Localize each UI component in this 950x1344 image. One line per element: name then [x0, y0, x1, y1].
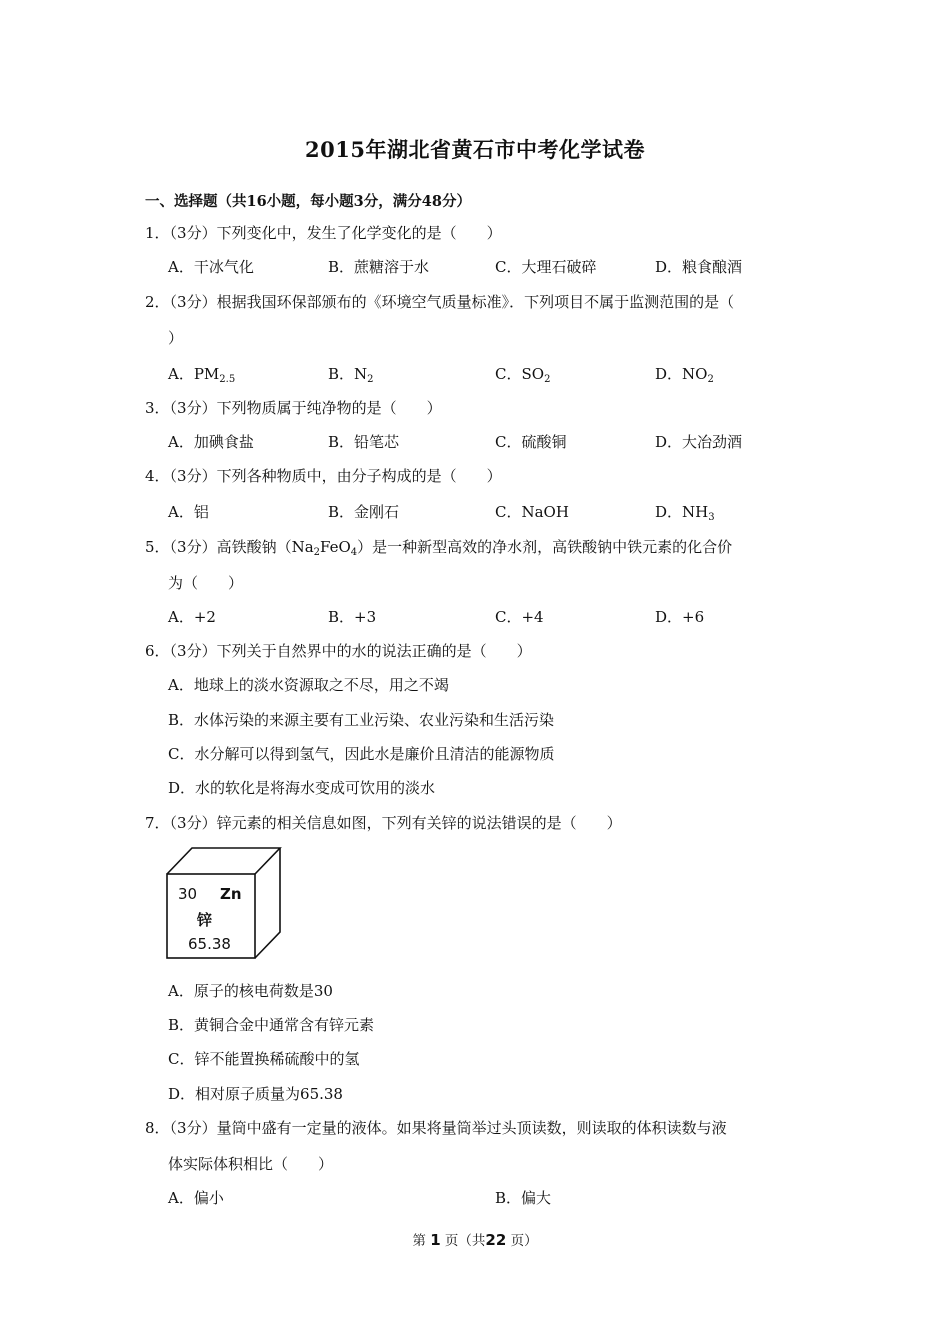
atomic-number: 30: [178, 885, 198, 903]
q6-option-c: C．水分解可以得到氢气，因此水是廉价且清洁的能源物质: [168, 745, 555, 763]
q5-option-a: A．+2: [168, 608, 216, 626]
q2-option-b: B．$N_2$: [328, 365, 374, 385]
q6-option-b: B．水体污染的来源主要有工业污染、农业污染和生活污染: [168, 711, 555, 729]
question-6-stem: 6．（3分）下列关于自然界中的水的说法正确的是（ ）: [145, 642, 532, 660]
q1-option-d: D．粮食酿酒: [655, 258, 743, 276]
zinc-element-cube: [165, 846, 283, 960]
q3-option-d: D．大冶劲酒: [655, 433, 743, 451]
question-1-stem: 1．（3分）下列变化中，发生了化学变化的是（ ）: [145, 224, 502, 242]
q7-option-d: D．相对原子质量为65.38: [168, 1085, 343, 1103]
question-5-stem: 5．（3分）高铁酸钠$(Na_2FeO_4)$是一种新型高效的净水剂，高铁酸钠中铁元素的化合价: [145, 538, 733, 558]
q8-option-a: A．偏小: [168, 1189, 224, 1207]
page-footer: 第 1 页（共22 页）: [412, 1231, 538, 1249]
question-8-stem: 8．（3分）量筒中盛有一定量的液体。如果将量筒举过头顶读数，则读取的体积读数与液: [145, 1119, 727, 1137]
question-4-stem: 4．（3分）下列各种物质中，由分子构成的是（ ）: [145, 467, 502, 485]
q3-option-b: B．铅笔芯: [328, 433, 400, 451]
page-number: 1: [430, 1231, 441, 1249]
q4-option-b: B．金刚石: [328, 503, 400, 521]
q7-option-c: C．锌不能置换稀硫酸中的氢: [168, 1050, 360, 1068]
q1-option-c: C．大理石破碎: [495, 258, 597, 276]
q4-option-c: C．NaOH: [495, 503, 569, 521]
q6-option-d: D．水的软化是将海水变成可饮用的淡水: [168, 779, 436, 797]
question-8-stem-cont: 体实际体积相比（ ）: [168, 1155, 334, 1173]
q5-option-b: B．+3: [328, 608, 377, 626]
q2-option-a: A．$PM_{2.5}$: [168, 365, 236, 385]
q1-option-b: B．蔗糖溶于水: [328, 258, 430, 276]
page-title: 2015年湖北省黄石市中考化学试卷: [305, 137, 645, 162]
q1-option-a: A．干冰气化: [168, 258, 254, 276]
q2-option-d: D．$NO_2$: [655, 365, 714, 385]
q4-option-a: A．铝: [168, 503, 209, 521]
atomic-mass: 65.38: [188, 935, 231, 953]
question-5-stem-cont: 为（ ）: [168, 574, 244, 592]
page-total: 22: [485, 1231, 507, 1249]
q7-option-a: A．原子的核电荷数是30: [168, 982, 333, 1000]
q6-option-a: A．地球上的淡水资源取之不尽，用之不竭: [168, 676, 449, 694]
section-heading: 一、选择题（共16小题，每小题3分，满分48分）: [145, 193, 471, 210]
q5-option-c: C．+4: [495, 608, 544, 626]
question-2-stem: 2．（3分）根据我国环保部颁布的《环境空气质量标准》．下列项目不属于监测范围的是（: [145, 293, 735, 311]
q3-option-c: C．硫酸铜: [495, 433, 567, 451]
question-2-stem-cont: ）: [168, 329, 184, 347]
q7-option-b: B．黄铜合金中通常含有锌元素: [168, 1016, 375, 1034]
q4-option-d: D．$NH_3$: [655, 503, 715, 523]
q2-option-c: C．$SO_2$: [495, 365, 551, 385]
q3-option-a: A．加碘食盐: [168, 433, 254, 451]
element-symbol: Zn: [220, 885, 242, 903]
q8-option-b: B．偏大: [495, 1189, 552, 1207]
element-name: 锌: [197, 911, 213, 929]
question-3-stem: 3．（3分）下列物质属于纯净物的是（ ）: [145, 399, 442, 417]
q5-option-d: D．+6: [655, 608, 705, 626]
question-7-stem: 7．（3分）锌元素的相关信息如图，下列有关锌的说法错误的是（ ）: [145, 814, 622, 832]
